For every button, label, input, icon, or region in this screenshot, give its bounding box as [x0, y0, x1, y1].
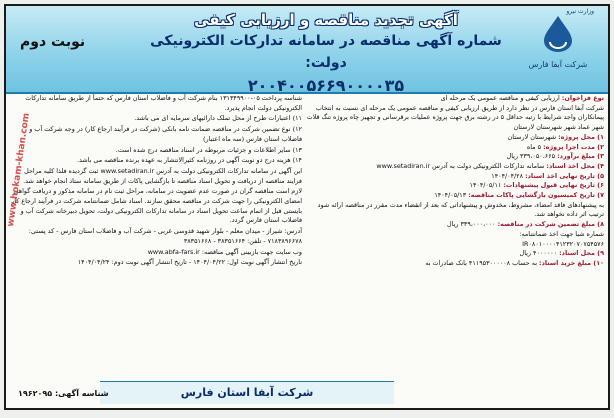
item-text: ۳۳۹،۰۵۰،۶۶۵ ریال [506, 152, 556, 161]
item-label: نوع فراخوان: [561, 94, 604, 102]
right-item [304, 191, 604, 201]
left-column [10, 94, 302, 374]
item-label: ۲) مدت اجرا پروژه: [543, 142, 604, 151]
item-text: ۱۴۰۴/۰۵/۱۱ [469, 181, 502, 190]
right-column [304, 94, 604, 374]
tender-notice [4, 4, 610, 410]
item-label: ۷) تاریخ کمیسیون بازگشایی پاکات مناقصه: [468, 191, 604, 200]
left-item: وب سایت جهت بازبینی آگهی مناقصه: www.abfa-fars.ir [147, 247, 302, 256]
turn-label: نوبت دوم [20, 34, 86, 50]
item-label: ۴) محل اخذ اسناد: [546, 161, 604, 170]
right-item [304, 133, 604, 143]
footer-company: شرکت آبفا استان فارس [100, 381, 394, 404]
item-text: ۴۰۰۰۰۰۰ ریال [519, 249, 558, 258]
right-item [304, 104, 604, 133]
item-text: IR۰۸۰۱۰۰۰۰۴۱۲۳۲۰۷۰۷۵۴۵۷۶ [522, 239, 604, 248]
right-item [304, 162, 604, 172]
item-text: به پیشنهادهای فاقد امضاء، مشروط، مخدوش و پیشنهاداتی که بعد از انقضاء مدت مقرر در مناقصه ارائه شود ترتیب اثر داده نخواهد شد. [317, 200, 604, 219]
notice-header [6, 6, 608, 94]
site-watermark: www.hokam-khan.com [6, 112, 32, 228]
left-item: تاریخ انتشار آگهی نوبت اول: ۱۴۰۴/۰۴/۲۲ - تاریخ انتشار آگهی نوبت دوم: ۱۴۰۴/۰۴/۲۴ [77, 258, 302, 267]
item-label: ۸) مبلغ تضمین شرکت در مناقصه: [497, 220, 604, 229]
left-item: آدرس: شیراز - میدان معلم - بلوار شهید قدوسی غربی - شرکت آب و فاضلاب استان فارس - کد پستی: ۷۱۸۳۸۹۶۶۷۸ - تلفن: ۳۸۳۵۱۶۶۴ - ۳۸۳۵۱۶۶۸ [28, 227, 302, 245]
left-item: ۱۳) سایر اطلاعات و جزئیات مربوطه در اسناد مناقصه درج شده است. [115, 145, 302, 154]
right-item [304, 259, 604, 269]
notice-body [6, 94, 608, 374]
item-label: ۳) مبلغ برآورد: [557, 152, 604, 161]
item-label: ۵) تاریخ نهایی اخذ اسناد: [525, 171, 604, 180]
right-item [304, 220, 604, 230]
ad-id: شناسه آگهی: ۱۹۶۲۰۹۵ [18, 389, 109, 398]
notice-subtitle: شماره آگهی مناقصه در سامانه تدارکات الکترونیکی دولت: [150, 33, 502, 71]
item-text: شماره شبا جهت اخذ ضمانتنامه: [519, 229, 604, 238]
left-item: ۱۱) اعتبارات طرح از محل تملک دارائیهای سرمایه ای می باشد. [134, 114, 302, 123]
water-drop-icon [536, 14, 580, 54]
notice-title: آگهی تجدید مناقصه و ارزیابی کیفی [194, 11, 458, 29]
item-text: ارزیابی کیفی و مناقصه عمومی یک مرحله ای [440, 94, 560, 102]
right-item [304, 94, 604, 104]
ministry-label: وزارت نیرو [566, 8, 594, 15]
right-item [304, 249, 604, 259]
right-item [304, 240, 604, 250]
title-block [136, 10, 516, 98]
right-item [304, 230, 604, 240]
item-label: ۱) محل پروژه: [558, 132, 604, 141]
item-text: شهرستان لارستان [507, 132, 557, 141]
logo-company-name: شرکت آبفا فارس [528, 60, 588, 69]
right-item [304, 172, 604, 182]
item-label: ۹) محل اسناد: [559, 249, 604, 258]
item-text: ۳۳۹،۰۰۰،۰۰۰ ریال [447, 220, 496, 229]
left-item: لازم است مناقصه گران در صورت عدم عضویت در سامانه، مراحل ثبت نام در سامانه مذکور و دریافت گواهی امضای الکترونیکی را جهت شرکت در مناقصه محقق سازند. اسناد شامل ضمانتنامه شرکت در فرآیند ارجاع کار بایستی قبل از اتمام ساعت تحویل اسناد در سامانه تدارکات الکترونیکی دولت، تحویل دبیرخانه شرکت آب و فاضلاب استان فارس گردد. [11, 187, 302, 225]
left-item: ۱۲) نوع تضمین شرکت در مناقصه ضمانت نامه بانکی (شرکت در فرآیند ارجاع کار) در وجه شرکت آب و فاضلاب استان فارس (سه ماه اعتبار) [29, 125, 302, 143]
company-logo [518, 8, 598, 80]
right-item [304, 143, 604, 153]
item-text: شرکت آبفا استان فارس در نظر دارد از طریق ارزیابی کیفی و مناقصه عمومی یک مرحله ای نسبت به انتخاب پیمانکاران واجد شرایط با رتبه حداقل ۵ در رشته برق جهت پروژه عملیات برقرسانی و تجهیز چاه پروژه تنگ قلات شهر عماد شهر شهرستان لارستان [306, 103, 604, 132]
item-label: ۱۰) مبلغ خرید اسناد: [539, 258, 604, 267]
notice-footer [10, 372, 604, 404]
right-item [304, 152, 604, 162]
item-text: ۵ ماه [526, 142, 542, 151]
item-text: ۱۴۰۴/۰۵/۱۳ [434, 191, 467, 200]
left-item: ۱۴) هزینه درج دو نوبت آگهی در روزنامه کثیرالانتشار به عهده برنده مناقصه می باشد. [76, 156, 302, 165]
left-item: شناسه پرداخت ۰۵-۱۳۱۳۴۹۹۰۰ بنام شرکت آب و فاضلاب استان فارس که حتماً از طریق سامانه تدارکات الکترونیکی دولت انجام پذیرد. [25, 94, 302, 112]
left-item: این آگهی در سامانه تدارکات الکترونیکی دولت به آدرس www.setadiran.ir ثبت گردیده فلذا کلیه مراحل فرایند مناقصه از دریافت و تحویل اسناد مناقصه تا بازگشایی پاکات از طریق سامانه ستاد انجام خواهد شد. [23, 166, 302, 185]
item-text: ۱۴۰۴/۰۴/۲۸ [491, 171, 524, 180]
item-label: ۶) تاریخ نهایی قبول پیشنهادات: [503, 181, 604, 190]
right-item [304, 201, 604, 220]
right-item [304, 181, 604, 191]
tender-number: ۲۰۰۴۰۰۵۶۶۹۰۰۰۰۳۵ [247, 76, 405, 95]
item-text: سامانه تدارکات الکترونیکی دولت به آدرس www.setadiran.ir [376, 161, 545, 170]
item-text: به حساب ۴۱۱۹۵۳۰۰۰۰۰۸ بانک صادرات به [425, 258, 537, 267]
